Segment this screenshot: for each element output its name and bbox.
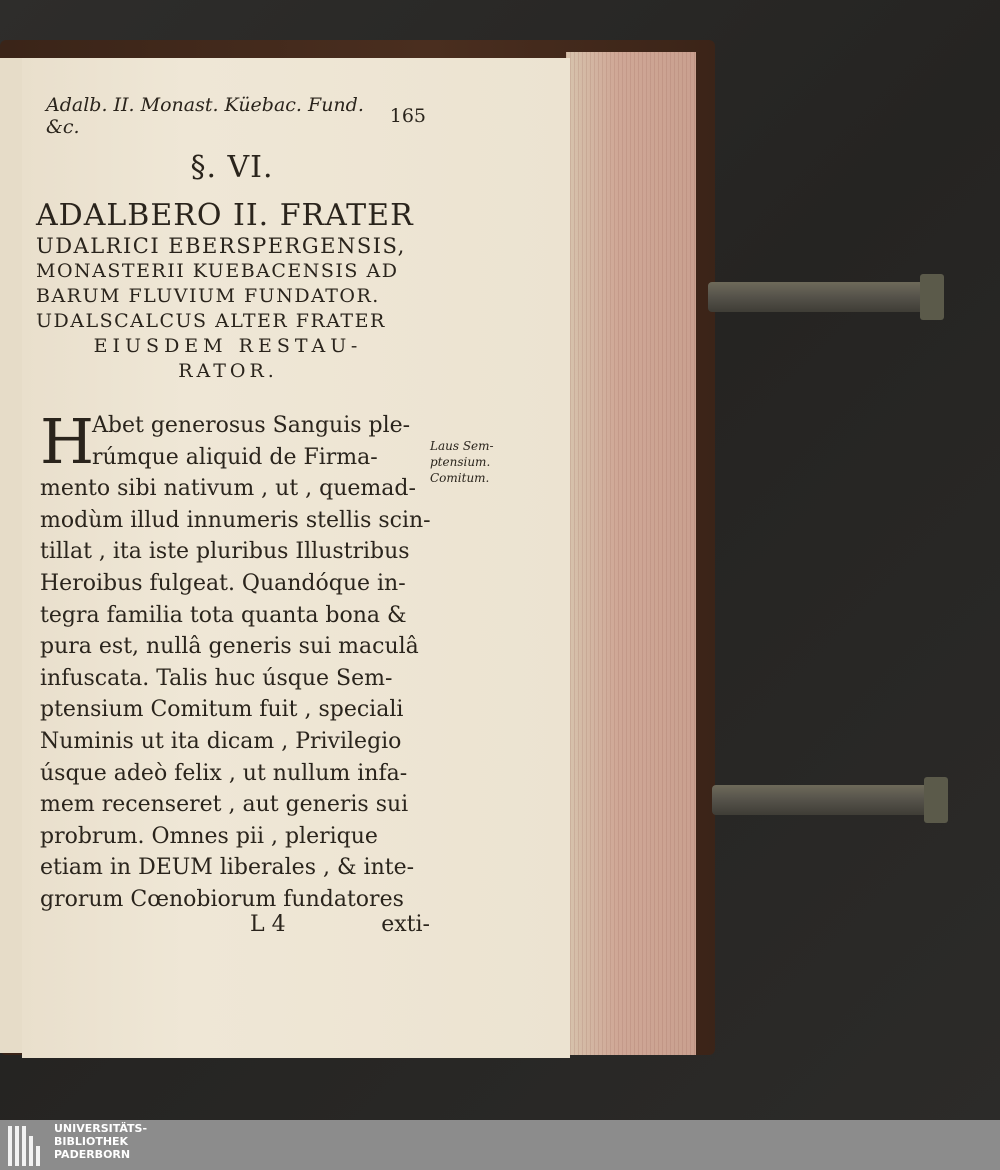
clasp-top-icon [708, 282, 938, 312]
body-line: mento sibi nativum , ut , quemad- [40, 476, 416, 502]
page-fore-edge [566, 52, 696, 1055]
running-head-title: Adalb. II. Monast. Küebac. Fund. &c. [46, 94, 364, 138]
body-line: Heroibus fulgeat. Quandóque in- [40, 570, 406, 596]
heading-line-5: UDALSCALCUS ALTER FRATER [36, 310, 386, 332]
page-number: 165 [389, 105, 426, 127]
marginal-note-line: Comitum. [430, 471, 490, 485]
body-line: tillat , ita iste pluribus Illustribus [40, 539, 410, 565]
body-text [40, 405, 431, 916]
body-line: ptensium Comitum fuit , speciali [40, 697, 404, 723]
running-head [46, 94, 426, 138]
library-name [54, 1122, 254, 1161]
heading-line-7: RATOR. [178, 360, 278, 382]
clasp-bottom-icon [712, 785, 942, 815]
chapter-heading [36, 198, 420, 384]
marginal-note-line: Laus Sem- [430, 439, 494, 453]
body-line: infuscata. Talis huc úsque Sem- [40, 665, 393, 691]
page-footer [250, 912, 430, 946]
heading-line-1: ADALBERO II. FRATER [36, 198, 414, 233]
library-footer [0, 1120, 1000, 1170]
body-line: úsque adeò felix , ut nullum infa- [40, 760, 408, 786]
library-name-line: BIBLIOTHEK [54, 1135, 129, 1148]
body-line: modùm illud innumeris stellis scin- [40, 507, 431, 533]
drop-capital: H [40, 405, 95, 478]
heading-line-2: UDALRICI EBERSPERGENSIS, [36, 234, 406, 258]
library-name-line: UNIVERSITÄTS- [54, 1122, 148, 1135]
library-name-line: PADERBORN [54, 1148, 131, 1161]
body-line: tegra familia tota quanta bona & [40, 602, 407, 628]
body-line: etiam in DEUM liberales , & inte- [40, 855, 415, 881]
body-line: grorum Cœnobiorum fundatores [40, 886, 404, 912]
marginal-note [430, 438, 510, 486]
library-logo-icon [8, 1124, 48, 1166]
heading-line-6: EIUSDEM RESTAU- [93, 335, 363, 357]
previous-page-edge [0, 58, 22, 1053]
body-line: probrum. Omnes pii , plerique [40, 823, 378, 849]
catchword: exti- [381, 912, 430, 937]
body-line: Abet generosus Sanguis ple- [92, 413, 411, 438]
body-line: mem recenseret , aut generis sui [40, 792, 409, 818]
heading-line-3: MONASTERII KUEBACENSIS AD [36, 260, 399, 282]
body-line: pura est, nullâ generis sui maculâ [40, 634, 419, 660]
signature-mark: L 4 [250, 912, 286, 937]
body-line: Numinis ut ita dicam , Privilegio [40, 728, 402, 754]
body-line: rúmque aliquid de Firma- [92, 444, 378, 470]
heading-line-4: BARUM FLUVIUM FUNDATOR. [36, 285, 380, 307]
marginal-note-line: ptensium. [430, 455, 491, 469]
section-number: §. VI. [190, 150, 274, 185]
